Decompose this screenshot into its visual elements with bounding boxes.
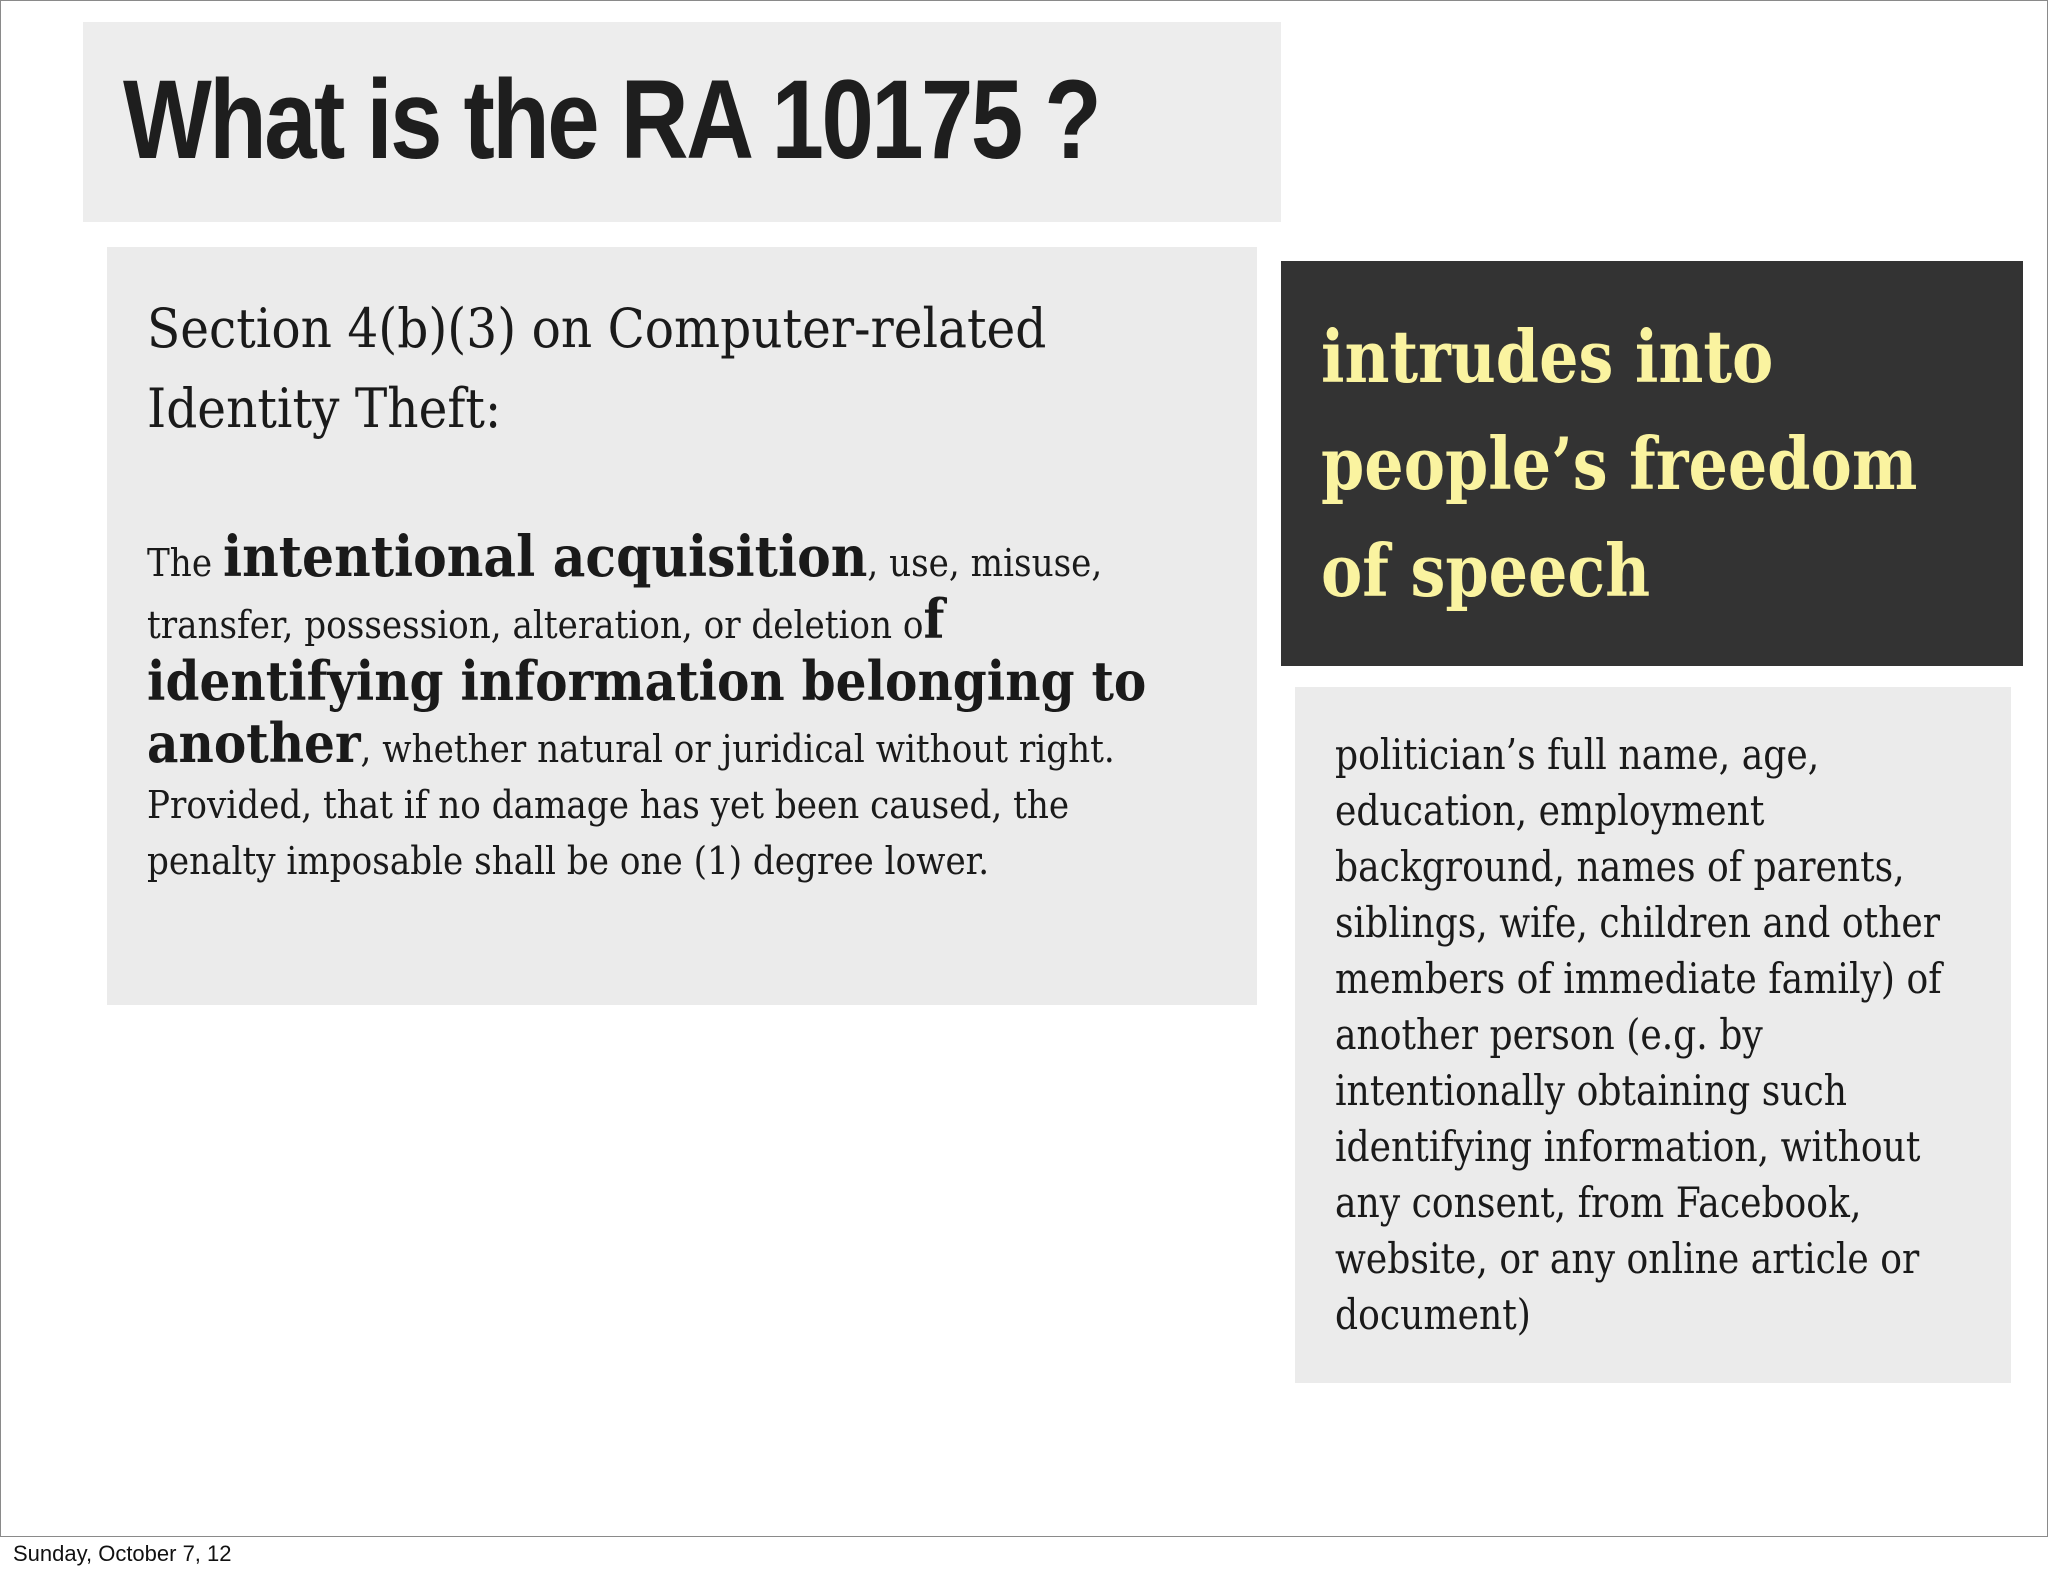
- body-text-1: The: [147, 541, 223, 585]
- body-emphasis-acquisition: intentional acquisition: [222, 524, 868, 590]
- section-content: [147, 289, 1237, 889]
- info-text: politician’s full name, age, education, employment background, names of parents, siblings, wife, children and other members of immediate family) of another person (e.g. by intentionally obtaining such identifying information, without any consent, from Facebook, website, or any online article or document): [1335, 730, 1942, 1339]
- title-banner: [83, 22, 1281, 222]
- section-panel: [107, 247, 1257, 1005]
- callout-text: intrudes into people’s freedom of speech: [1321, 314, 1918, 613]
- callout-panel: [1281, 261, 2023, 666]
- section-heading: Section 4(b)(3) on Computer-related Identity Theft:: [147, 297, 1047, 440]
- body-emphasis-identifying: f identifying information belonging to another: [147, 587, 1147, 775]
- slide-title: What is the RA 10175 ?: [123, 57, 1100, 182]
- body-text-3: , whether natural or juridical without right. Provided, that if no damage has yet been caused, the penalty imposable shall be one (1) degree lower.: [147, 727, 1115, 883]
- section-body: [147, 524, 1182, 889]
- footer-date: Sunday, October 7, 12: [13, 1541, 232, 1566]
- info-panel: [1295, 687, 2011, 1383]
- body-text-2: , use, misuse, transfer, possession, alteration, or deletion o: [147, 541, 1103, 647]
